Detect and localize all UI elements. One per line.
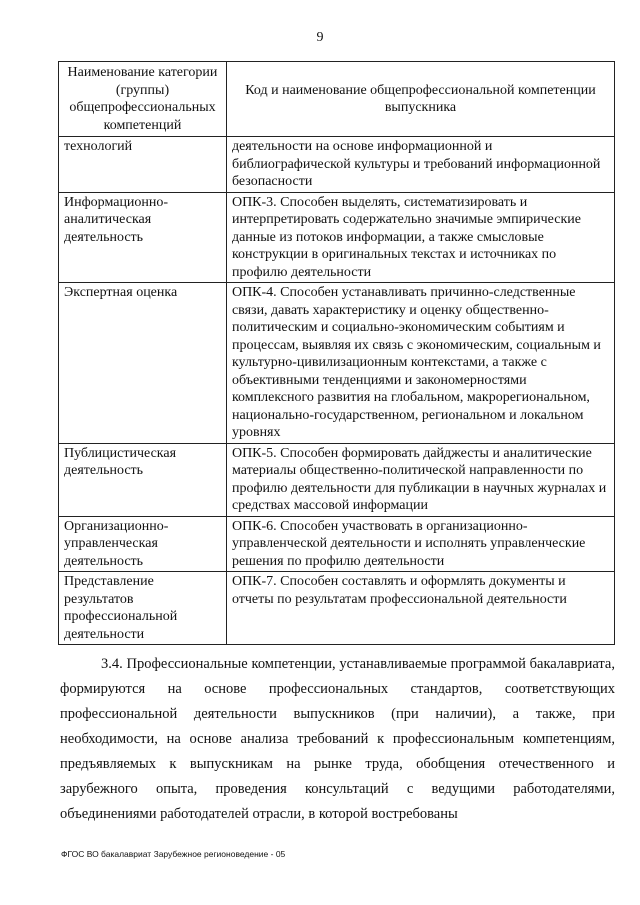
- category-cell: Публицистическая деятельность: [59, 443, 227, 516]
- description-cell: деятельности на основе информационной и библиографической культуры и требований информационной безопасности: [226, 137, 614, 193]
- competencies-table: [58, 61, 615, 645]
- description-cell: ОПК-5. Способен формировать дайджесты и аналитические материалы общественно-политической направленности по профилю деятельности для публикации в научных журналах и средствах массовой информации: [226, 443, 614, 516]
- page-number: 9: [316, 30, 324, 45]
- table-row: [59, 443, 615, 516]
- table-row: [59, 137, 615, 193]
- table-row: [59, 192, 615, 283]
- table-header-row: [59, 62, 615, 137]
- description-cell: ОПК-6. Способен участвовать в организационно-управленческой деятельности и исполнять управленческие решения по профилю деятельности: [226, 516, 614, 572]
- header-competence: Код и наименование общепрофессиональной компетенции выпускника: [226, 62, 614, 137]
- table-row: [59, 283, 615, 444]
- category-cell: Организационно-управленческая деятельность: [59, 516, 227, 572]
- description-cell: ОПК-3. Способен выделять, систематизировать и интерпретировать содержательно значимые эмпирические данные из потоков информации, а также смысловые конструкции в оригинальных текстах и источниках по профилю деятельности: [226, 192, 614, 283]
- description-cell: ОПК-4. Способен устанавливать причинно-следственные связи, давать характеристику и оценку общественно-политическим и социально-экономическим событиям и процессам, выявляя их связь с экономическим, социальным и культурно-цивилизационным контекстами, а также с объективными тенденциями и закономерностями комплексного развития на глобальном, макрорегиональном, национально-государственном, региональном и локальном уровнях: [226, 283, 614, 444]
- category-cell: технологий: [59, 137, 227, 193]
- document-footer: ФГОС ВО бакалавриат Зарубежное регионоведение - 05: [61, 849, 286, 859]
- table-row: [59, 516, 615, 572]
- table-row: [59, 572, 615, 645]
- category-cell: Информационно-аналитическая деятельность: [59, 192, 227, 283]
- body-paragraph: 3.4. Профессиональные компетенции, устанавливаемые программой бакалавриата, формируются на основе профессиональных стандартов, соответствующих профессиональной деятельности выпускников (при наличии), а также, при необходимости, на основе анализа требований к профессиональным компетенциям, предъявляемых к выпускникам на рынке труда, обобщения отечественного и зарубежного опыта, проведения консультаций с ведущими работодателями, объединениями работодателей отрасли, в которой востребованы: [60, 656, 615, 822]
- description-cell: ОПК-7. Способен составлять и оформлять документы и отчеты по результатам профессиональной деятельности: [226, 572, 614, 645]
- category-cell: Представление результатов профессиональной деятельности: [59, 572, 227, 645]
- category-cell: Экспертная оценка: [59, 283, 227, 444]
- header-category: Наименование категории (группы) общепрофессиональных компетенций: [59, 62, 227, 137]
